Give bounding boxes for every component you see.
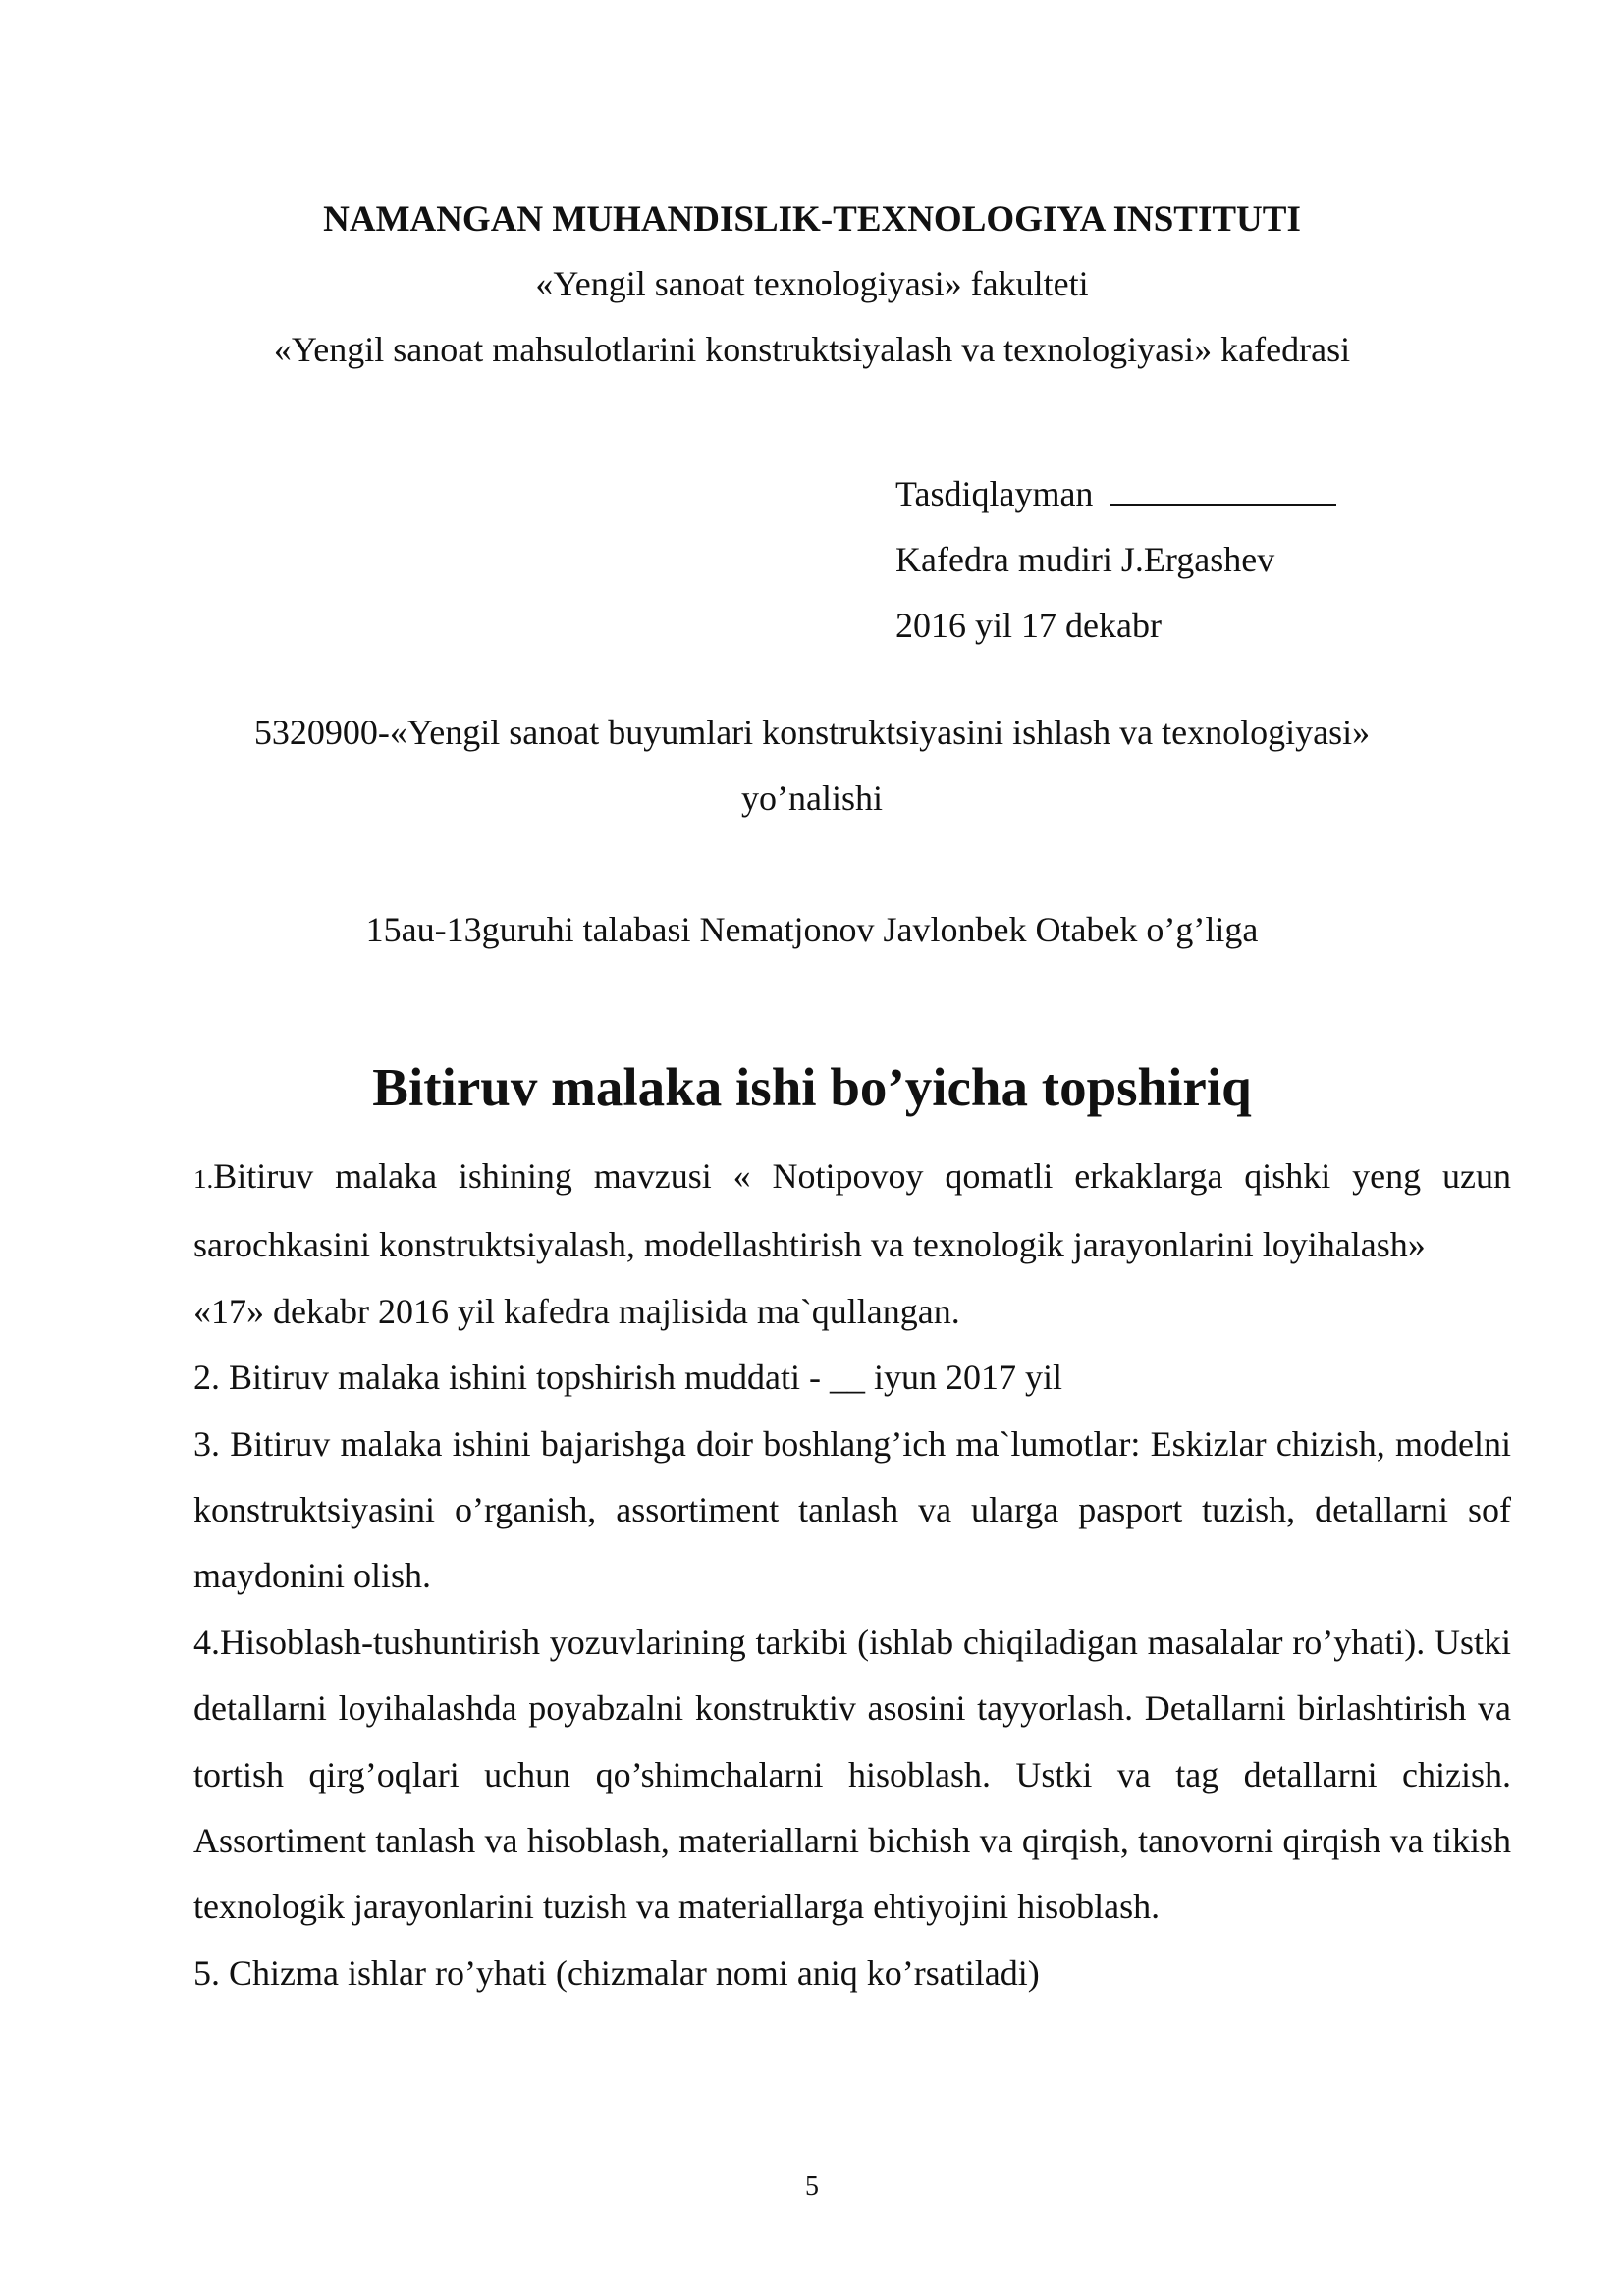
- direction-line-2: yo’nalishi: [741, 778, 883, 818]
- item-1-number: 1.: [193, 1164, 214, 1194]
- page-number: 5: [805, 2171, 819, 2202]
- item-3: 3. Bitiruv malaka ishini bajarishga doir boshlang’ich ma`lumotlar: Eskizlar chizish, modelni konstruktsiyasini o’rganish, assortiment tanlash va ularga pasport tuzish, detallarni sof maydonini olish.: [193, 1423, 1511, 1596]
- signature-line: [1110, 474, 1336, 506]
- item-1: [193, 1144, 1511, 1279]
- approve-line: [895, 461, 1336, 527]
- institute-name: NAMANGAN MUHANDISLIK-TEXNOLOGIYA INSTITUTI: [323, 199, 1301, 240]
- item-4: 4.Hisoblash-tushuntirish yozuvlarining tarkibi (ishlab chiqiladigan masalalar ro’yhati). Ustki detallarni loyihalashda poyabzalni konstruktiv asosini tayyorlash. Detallarni birlashtirish va tortish qirg’oqlari uchun qo’shimchalarni hisoblash. Ustki va tag detallarni chizish. Assortiment tanlash va hisoblash, materiallarni bichish va qirqish, tanovorni qirqish va tikish texnologik jarayonlarini tuzish va materiallarga ehtiyojini hisoblash.: [193, 1622, 1511, 1927]
- department-head: Kafedra mudiri J.Ergashev: [895, 540, 1275, 579]
- approve-label: Tasdiqlayman: [895, 474, 1094, 513]
- department-name: «Yengil sanoat mahsulotlarini konstruktsiyalash va texnologiyasi» kafedrasi: [273, 330, 1351, 369]
- direction-line-1: 5320900-«Yengil sanoat buyumlari konstruktsiyasini ishlash va texnologiyasi»: [253, 713, 1371, 752]
- student-line: 15au-13guruhi talabasi Nematjonov Javlonbek Otabek o’g’liga: [365, 910, 1259, 949]
- task-body: [193, 1144, 1511, 2006]
- approval-date: 2016 yil 17 dekabr: [895, 606, 1162, 645]
- document-title: Bitiruv malaka ishi bo’yicha topshiriq: [372, 1057, 1252, 1117]
- item-5: 5. Chizma ishlar ro’yhati (chizmalar nomi aniq ko’rsatiladi): [193, 1952, 1040, 1993]
- approval-block: [895, 461, 1336, 659]
- item-2: 2. Bitiruv malaka ishini topshirish muddati - __ iyun 2017 yil: [193, 1358, 1062, 1398]
- item-1-text: Bitiruv malaka ishining mavzusi « Notipovoy qomatli erkaklarga qishki yeng uzun sarochkasini konstruktsiyalash, modellashtirish va texnologik jarayonlarini loyihalash»: [193, 1156, 1511, 1265]
- faculty-name: «Yengil sanoat texnologiyasi» fakulteti: [535, 264, 1089, 303]
- item-1-approved: «17» dekabr 2016 yil kafedra majlisida ma`qullangan.: [193, 1291, 960, 1331]
